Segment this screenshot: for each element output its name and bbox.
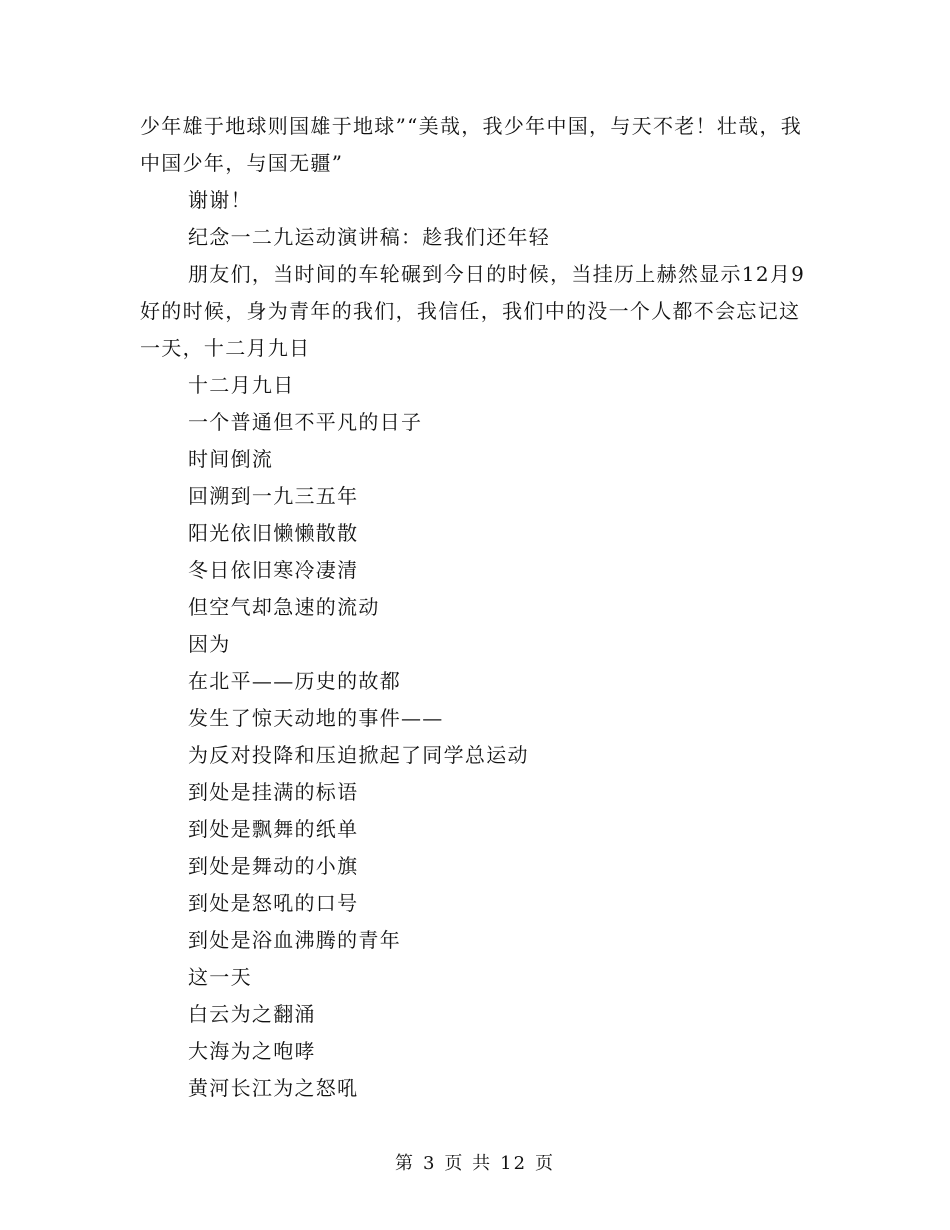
paragraph: 纪念一二九运动演讲稿：趁我们还年轻 (188, 225, 551, 249)
page-number: 3 (422, 1153, 437, 1174)
paragraph: 到处是挂满的标语 (188, 780, 359, 804)
paragraph: 黄河长江为之怒吼 (188, 1076, 359, 1100)
paragraph: 为反对投降和压迫掀起了同学总运动 (188, 743, 529, 767)
paragraph: 一个普通但不平凡的日子 (188, 410, 423, 434)
paragraph: 十二月九日 (188, 373, 295, 397)
page-footer (0, 1152, 950, 1176)
paragraph: 这一天 (188, 965, 252, 989)
paragraph: 白云为之翻涌 (188, 1002, 316, 1026)
paragraph: 在北平——历史的故都 (188, 669, 401, 693)
paragraph: 少年雄于地球则国雄于地球”“美哉，我少年中国，与天不老！壮哉，我中国少年，与国无疆” (140, 114, 803, 175)
body-text (140, 108, 812, 1107)
paragraph: 到处是怒吼的口号 (188, 891, 359, 915)
paragraph: 到处是浴血沸腾的青年 (188, 928, 401, 952)
footer-prefix: 第 (394, 1153, 415, 1174)
total-pages: 12 (500, 1153, 528, 1174)
paragraph: 发生了惊天动地的事件—— (188, 706, 444, 730)
paragraph: 回溯到一九三五年 (188, 484, 359, 508)
footer-suffix: 页 (535, 1153, 556, 1174)
footer-middle: 页 共 (444, 1153, 493, 1174)
paragraph: 因为 (188, 632, 231, 656)
paragraph: 大海为之咆哮 (188, 1039, 316, 1063)
paragraph: 到处是飘舞的纸单 (188, 817, 359, 841)
paragraph: 阳光依旧懒懒散散 (188, 521, 359, 545)
paragraph: 朋友们，当时间的车轮碾到今日的时候，当挂历上赫然显示12月9好的时候，身为青年的我们，我信任，我们中的没一个人都不会忘记这一天，十二月九日 (140, 262, 806, 360)
paragraph: 到处是舞动的小旗 (188, 854, 359, 878)
paragraph: 时间倒流 (188, 447, 274, 471)
paragraph: 冬日依旧寒冷凄清 (188, 558, 359, 582)
paragraph: 谢谢！ (188, 188, 252, 212)
paragraph: 但空气却急速的流动 (188, 595, 380, 619)
